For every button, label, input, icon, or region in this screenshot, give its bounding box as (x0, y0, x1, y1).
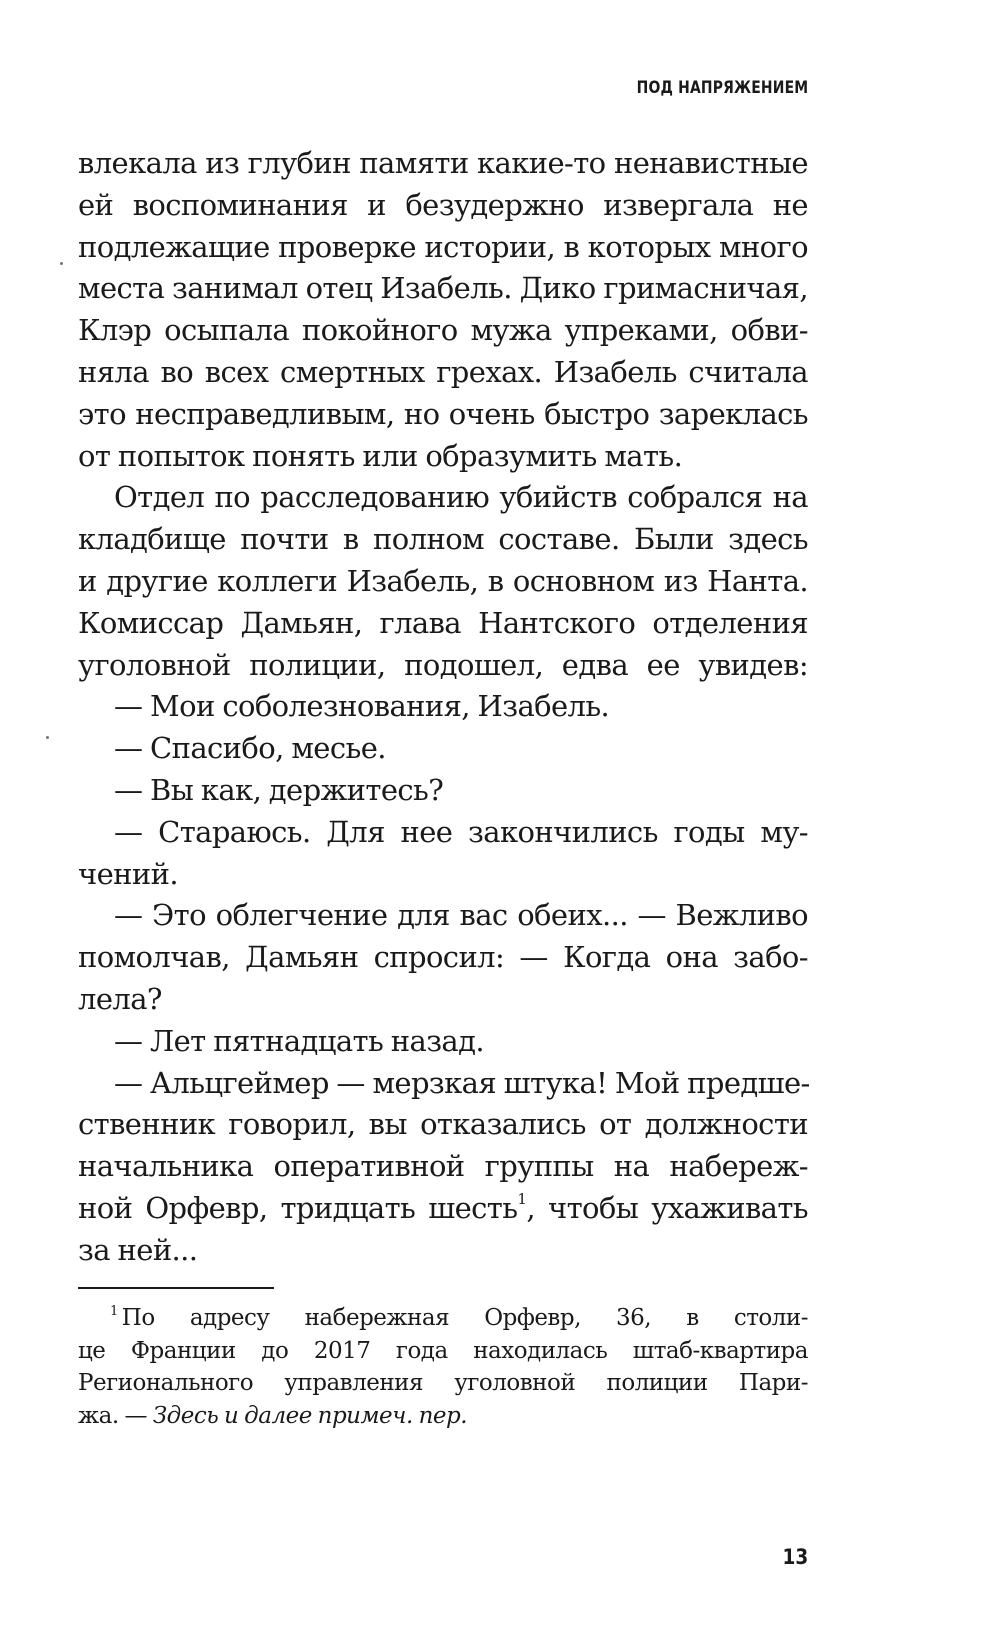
text-line: Клэр осыпала покойного мужа упреками, обви- (78, 313, 808, 348)
dialogue-line: — Спасибо, месье. (114, 731, 386, 766)
dialogue-line: — Стараюсь. Для нее закончились годы му- (114, 814, 808, 849)
dialogue-line: — Вы как, держитесь? (114, 772, 444, 807)
text-line: Комиссар Дамьян, глава Нантского отделения (78, 605, 808, 640)
text-line: кладбище почти в полном составе. Были здесь (78, 522, 808, 557)
dialogue-line: — Лет пятнадцать назад. (114, 1023, 484, 1058)
text-line (78, 1188, 808, 1230)
footnote-separator (78, 1287, 274, 1289)
dialogue-line: — Мои соболезнования, Изабель. (114, 689, 610, 724)
footnote-marker: 1 (110, 1304, 118, 1319)
footnote (78, 1302, 808, 1432)
text-line: и другие коллеги Изабель, в основном из Нанта. (78, 563, 808, 598)
text-line: за ней... (78, 1232, 198, 1267)
footnote-line: Регионального управления уголовной полиции Пари- (78, 1370, 808, 1396)
text-line: ей воспоминания и безудержно извергала не (78, 187, 808, 222)
scan-speck (60, 262, 63, 265)
text-line: это несправедливым, но очень быстро зареклась (78, 396, 808, 431)
text-line: уголовной полиции, подошел, едва ее увидев: (78, 647, 808, 682)
footnote-text: По адресу набережная Орфевр, 36, в столи- (121, 1305, 808, 1331)
main-text (78, 143, 808, 1272)
footnote-reference[interactable]: 1 (517, 1189, 527, 1208)
translator-note: Здесь и далее примеч. пер. (152, 1402, 468, 1429)
line-part: ной Орфевр, тридцать шесть (78, 1190, 518, 1225)
text-line: от попыток понять или образумить мать. (78, 438, 683, 473)
text-line: Отдел по расследованию убийств собрался на (114, 480, 808, 515)
dialogue-line: — Альцгеймер — мерзкая штука! Мой предше- (114, 1065, 810, 1100)
text-line: помолчав, Дамьян спросил: — Когда она забо- (78, 940, 808, 975)
dialogue-line: — Это облегчение для вас обеих... — Вежливо (114, 898, 808, 933)
text-line: подлежащие проверке истории, в которых много (78, 229, 808, 264)
footnote-line (78, 1302, 808, 1335)
text-line: влекала из глубин памяти какие-то ненавистные (78, 146, 808, 180)
text-line: лела? (78, 981, 162, 1016)
footnote-text: жа. — (78, 1402, 153, 1429)
text-line: ственник говорил, вы отказались от должности (78, 1107, 808, 1142)
text-line: чений. (78, 856, 178, 891)
footnote-line (78, 1400, 808, 1433)
line-part: , чтобы ухаживать (526, 1190, 808, 1225)
page-number: 13 (782, 1545, 808, 1569)
footnote-line: це Франции до 2017 года находилась штаб-квартира (78, 1337, 808, 1364)
text-line: начальника оперативной группы на набереж- (78, 1149, 808, 1184)
running-title: ПОД НАПРЯЖЕНИЕМ (636, 78, 808, 98)
text-line: няла во всех смертных грехах. Изабель считала (78, 354, 808, 389)
text-line: места занимал отец Изабель. Дико гримасничая, (78, 271, 808, 306)
scan-speck (46, 736, 49, 739)
